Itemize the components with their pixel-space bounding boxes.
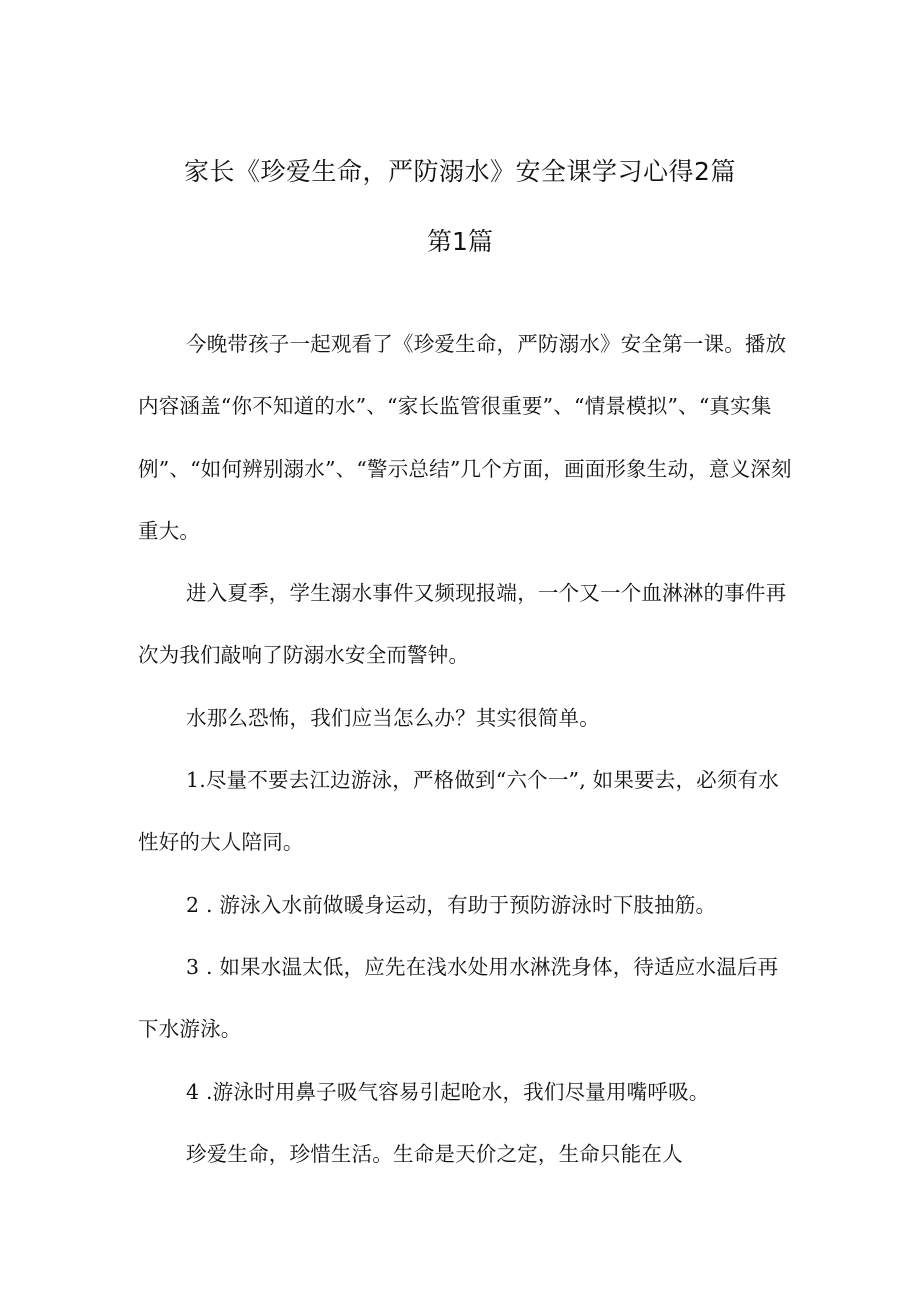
paragraph-intro: 今晚带孩子一起观看了《珍爱生命，严防溺水》安全第一课。播放内容涵盖“你不知道的水”、“家长监管很重要”、“情景模拟”、“真实集例”、“如何辨别溺水”、“警示总结”几个方面，画面形象生动，意义深刻重大。 [138,332,792,543]
paragraph-closing: 珍爱生命，珍惜生活。生命是天价之定，生命只能在人 [186,1141,683,1166]
paragraph-tip-1: 1.尽量不要去江边游泳，严格做到“六个一”, 如果要去，必须有水性好的大人陪同。 [138,768,779,855]
paragraph-tip-4: 4 .游泳时用鼻子吸气容易引起呛水，我们尽量用嘴呼吸。 [186,1079,710,1104]
section-heading: 第1篇 [427,227,493,256]
paragraph-tip-2: 2 . 游泳入水前做暖身运动，有助于预防游泳时下肢抽筋。 [186,892,717,917]
paragraph-tip-3: 3 . 如果水温太低，应先在浅水处用水淋洗身体，待适应水温后再下水游泳。 [138,954,779,1042]
document-title: 家长《珍爱生命，严防溺水》安全课学习心得2篇 [184,157,736,186]
paragraph-question: 水那么恐怖，我们应当怎么办？其实很简单。 [186,705,600,730]
paragraph-summer: 进入夏季，学生溺水事件又频现报端，一个又一个血淋淋的事件再次为我们敲响了防溺水安全而警钟。 [138,581,787,668]
document-body [138,313,798,1185]
